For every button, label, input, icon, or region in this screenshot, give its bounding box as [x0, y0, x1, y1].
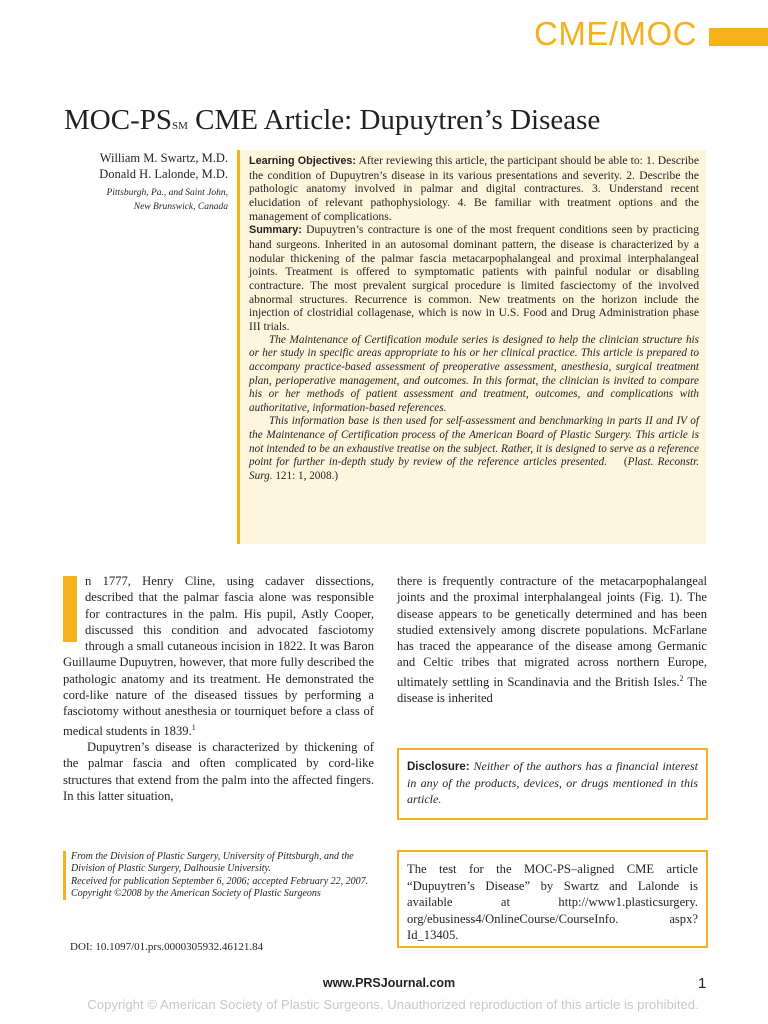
page-number: 1: [698, 975, 707, 992]
reference-marker: 1: [191, 722, 196, 732]
title-service-mark: SM: [172, 120, 188, 132]
title-prefix: MOC-PS: [64, 104, 172, 136]
citation-journal: Plast. Reconstr. Surg.: [249, 456, 700, 483]
author-affiliation: [50, 187, 228, 214]
body-column-left: [63, 573, 374, 804]
learning-objectives: [249, 154, 699, 223]
cme-test-text: The test for the MOC-PS–aligned CME article “Dupuytren’s Disease” by Swartz and Lalonde is available at http://www1.plasticsurgery. org/ebusiness4/OnlineCourse/CourseInfo. aspx?Id_13405.: [407, 862, 698, 942]
summary: [249, 223, 699, 333]
body-column-right: [397, 573, 707, 707]
affiliation-line: New Brunswick, Canada: [133, 201, 228, 212]
article-footnote: [63, 851, 374, 900]
objectives-label: Learning Objectives:: [249, 155, 356, 167]
citation-open: (: [623, 456, 628, 469]
cme-test-box: [397, 850, 708, 948]
body-paragraph: [63, 573, 374, 739]
section-label: CME/MOC: [534, 15, 697, 52]
moc-paragraph-text: This information base is then used for self-assessment and benchmarking in parts II and IV of the Maintenance of Certification process of the American Board of Plastic Surgery. This article is not intended to be an exhaustive treatise on the subject. Rather, it is designed to serve as a reference point for further in-depth study by review of the reference articles presented.: [249, 415, 699, 469]
body-paragraph: [397, 573, 707, 707]
footnote-received: Received for publication September 6, 2006; accepted February 22, 2007.: [71, 875, 369, 887]
disclosure-text: Neither of the authors has a financial interest in any of the products, devices, or drugs mentioned in this article.: [407, 759, 699, 806]
body-paragraph-text: n 1777, Henry Cline, using cadaver dissections, described that the palmar fascia alone was responsible for contractures in the palm. His pupil, Astly Cooper, discussed this condition and advocated fasciotomy through a small cutaneous incision in 1822. It was Baron Guillaume Dupuytren, however, that more fully described the pathologic anatomy and its treatment. He demonstrated the cord-like nature of the diseased tissues by performing a fasciotomy without anesthesia or tourniquet before a class of medical students in 1839.: [63, 574, 374, 738]
reference-marker: 2: [679, 673, 684, 683]
moc-paragraph: [249, 415, 699, 483]
citation-rest: 121: 1, 2008.): [272, 470, 339, 483]
body-paragraph-text: The disease is inherited: [397, 674, 707, 706]
author-name: William M. Swartz, M.D.: [99, 151, 228, 165]
journal-url[interactable]: www.PRSJournal.com: [322, 976, 456, 990]
summary-text: Dupuytren’s contracture is one of the most frequent conditions seen by practicing hand surgeons. Inherited in an autosomal dominant pattern, the disease is characterized by a nodular thickening of the palmar fascia metacarpophalangeal and proximal interphalangeal joints. Treatment is offered to symptomatic patients with painful nodular or disabling contracture. The most prevalent surgical procedure is limited fasciectomy of the involved abnormal structures. Recurrence is common. New treatments on the horizon include the injection of clostridial collagenase, which is now in U.S. Food and Drug Administration phase III trials.: [249, 223, 699, 333]
author-list: [50, 150, 228, 182]
drop-cap-bar: [63, 576, 77, 642]
footnote-copyright: Copyright ©2008 by the American Society of Plastic Surgeons: [71, 887, 321, 899]
section-accent-bar: [709, 28, 768, 46]
title-rest: CME Article: Dupuytren’s Disease: [187, 104, 601, 136]
affiliation-line: Pittsburgh, Pa., and Saint John,: [106, 188, 228, 198]
objectives-text: After reviewing this article, the participant should be able to: 1. Describe the condition of Dupuytren’s disease in its various presentations and severity. 2. Describe the pathologic anatomy involved in palmar and digital contractures. 3. Understand recent elucidation of relevant pathophysiology. 4. Be familiar with treatment options and the management of complications.: [249, 154, 699, 223]
doi: DOI: 10.1097/01.prs.0000305932.46121.84: [70, 941, 264, 953]
copyright-watermark: Copyright © American Society of Plastic Surgeons. Unauthorized reproduction of this article is prohibited.: [87, 997, 699, 1012]
disclosure-box: [397, 748, 708, 820]
body-paragraph-text: there is frequently contracture of the metacarpophalangeal joints and the proximal interphalangeal joints (Fig. 1). The disease appears to be genetically determined and has been studied extensively among discrete populations. McFarlane has traced the appearance of the disease among Germanic and Celtic tribes that migrated across northern Europe, ultimately settling in Scandinavia and the British Isles.: [397, 574, 707, 689]
article-title: [64, 102, 600, 138]
body-paragraph: Dupuytren’s disease is characterized by thickening of the palmar fascia and often complicated by cord-like structures that extend from the palm into the affected fingers. In this latter situation,: [63, 740, 374, 804]
footnote-division: From the Division of Plastic Surgery, University of Pittsburgh, and the Division of Plastic Surgery, Dalhousie University.: [71, 851, 354, 875]
moc-paragraph: The Maintenance of Certification module series is designed to help the clinician structure his or her study in specific areas appropriate to his or her clinical practice. This article is prepared to accompany practice-based assessment of preoperative assessment, anesthesia, surgical treatment plan, perioperative management, and outcomes. In this format, the clinician is invited to compare his or her methods of patient assessment and treatment, outcomes, and complications with authoritative, information-based references.: [249, 333, 699, 414]
disclosure-label: Disclosure:: [407, 761, 470, 773]
author-name: Donald H. Lalonde, M.D.: [99, 167, 228, 181]
abstract-box: [237, 150, 706, 544]
summary-label: Summary:: [249, 224, 302, 237]
